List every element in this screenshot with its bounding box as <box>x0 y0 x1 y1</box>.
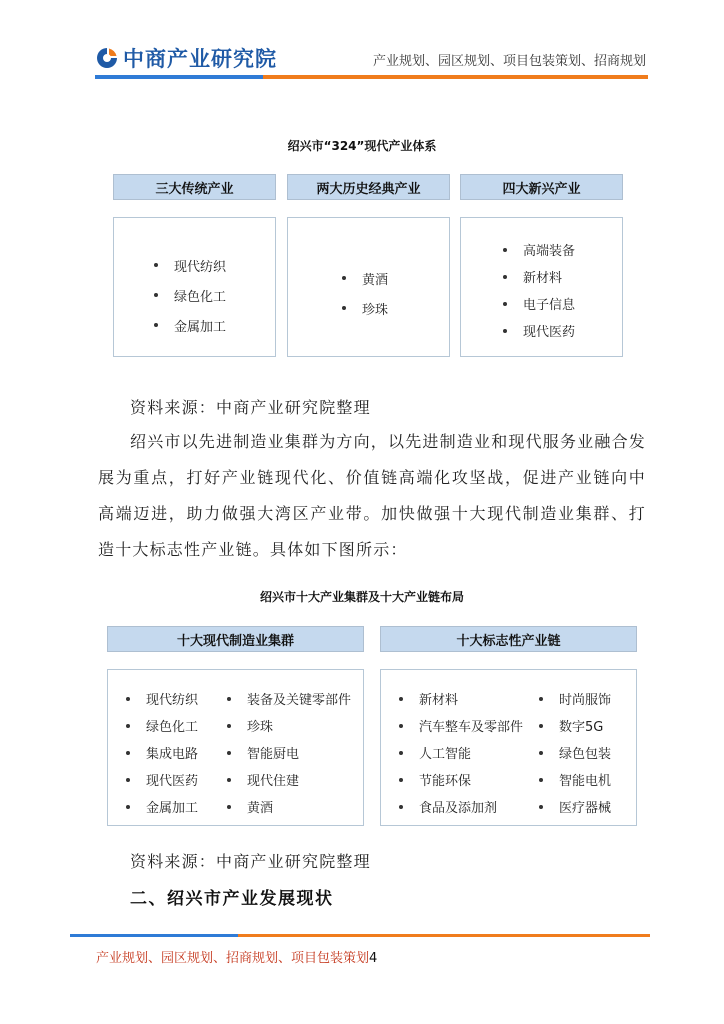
page-number: 4 <box>369 951 378 966</box>
bullet-icon <box>126 805 130 809</box>
list-item: 绿色包装 <box>539 739 611 766</box>
logo-text: 中商产业研究院 <box>123 47 277 71</box>
list-item: 现代纺织 <box>126 685 198 712</box>
list-item: 绿色化工 <box>154 280 226 310</box>
list-item: 金属加工 <box>154 310 226 340</box>
bullet-icon <box>399 778 403 782</box>
bullet-icon <box>539 805 543 809</box>
list-item: 现代纺织 <box>154 250 226 280</box>
bullet-icon <box>539 778 543 782</box>
bullet-icon <box>342 306 346 310</box>
bullet-icon <box>227 724 231 728</box>
list-item: 人工智能 <box>399 739 523 766</box>
list-item: 现代医药 <box>503 317 575 344</box>
list-item: 集成电路 <box>126 739 198 766</box>
figure2-box-chains <box>380 669 637 826</box>
list-item: 智能电机 <box>539 766 611 793</box>
figure2-header-chains: 十大标志性产业链 <box>380 626 637 652</box>
bullet-icon <box>503 329 507 333</box>
bullet-icon <box>227 751 231 755</box>
list-item: 新材料 <box>399 685 523 712</box>
bullet-icon <box>126 751 130 755</box>
figure1-list-historic <box>342 263 388 323</box>
logo-icon <box>95 46 119 70</box>
bullet-icon <box>503 275 507 279</box>
figure2-list-clusters-col2 <box>227 685 351 820</box>
bullet-icon <box>227 697 231 701</box>
section-title: 二、绍兴市产业发展现状 <box>130 889 334 909</box>
bullet-icon <box>126 724 130 728</box>
list-item: 新材料 <box>503 263 575 290</box>
figure2-box-clusters <box>107 669 364 826</box>
bullet-icon <box>539 751 543 755</box>
list-item: 时尚服饰 <box>539 685 611 712</box>
figure1-box-emerging <box>460 217 623 357</box>
list-item: 汽车整车及零部件 <box>399 712 523 739</box>
bullet-icon <box>227 805 231 809</box>
header-rule-orange <box>263 75 648 79</box>
body-paragraph <box>98 424 646 568</box>
figure1-list-traditional <box>154 250 226 340</box>
list-item: 智能厨电 <box>227 739 351 766</box>
figure2-source: 资料来源：中商产业研究院整理 <box>130 852 371 871</box>
figure1-list-emerging <box>503 236 575 344</box>
figure1-title: 绍兴市“324”现代产业体系 <box>287 139 437 153</box>
list-item: 珍珠 <box>342 293 388 323</box>
list-item: 医疗器械 <box>539 793 611 820</box>
figure1-header-historic: 两大历史经典产业 <box>287 174 450 200</box>
list-item: 黄酒 <box>342 263 388 293</box>
bullet-icon <box>227 778 231 782</box>
footer-text: 产业规划、园区规划、招商规划、项目包装策划 <box>96 951 370 966</box>
bullet-icon <box>342 276 346 280</box>
list-item: 绿色化工 <box>126 712 198 739</box>
figure1-box-historic <box>287 217 450 357</box>
bullet-icon <box>539 697 543 701</box>
figure2-list-clusters-col1 <box>126 685 198 820</box>
list-item: 节能环保 <box>399 766 523 793</box>
footer <box>96 947 377 966</box>
bullet-icon <box>154 263 158 267</box>
list-item: 现代住建 <box>227 766 351 793</box>
figure1-box-traditional <box>113 217 276 357</box>
list-item: 装备及关键零部件 <box>227 685 351 712</box>
header-tagline: 产业规划、园区规划、项目包装策划、招商规划 <box>372 54 646 69</box>
figure2-list-chains-col2 <box>539 685 611 820</box>
bullet-icon <box>399 805 403 809</box>
list-item: 金属加工 <box>126 793 198 820</box>
bullet-icon <box>503 302 507 306</box>
logo <box>95 44 277 72</box>
footer-rule-blue <box>70 934 238 937</box>
body-paragraph-text: 绍兴市以先进制造业集群为方向，以先进制造业和现代服务业融合发展为重点，打好产业链现代化、价值链高端化攻坚战，促进产业链向中高端迈进，助力做强大湾区产业带。加快做强十大现代制造业集群、打造十大标志性产业链。具体如下图所示： <box>98 432 647 559</box>
list-item: 电子信息 <box>503 290 575 317</box>
bullet-icon <box>126 778 130 782</box>
bullet-icon <box>154 323 158 327</box>
bullet-icon <box>399 724 403 728</box>
header-rule-blue <box>95 75 263 79</box>
figure2-list-chains-col1 <box>399 685 523 820</box>
bullet-icon <box>154 293 158 297</box>
list-item: 高端装备 <box>503 236 575 263</box>
figure1-source: 资料来源：中商产业研究院整理 <box>130 398 371 417</box>
bullet-icon <box>399 751 403 755</box>
bullet-icon <box>503 248 507 252</box>
bullet-icon <box>539 724 543 728</box>
figure1-header-emerging: 四大新兴产业 <box>460 174 623 200</box>
figure2-title: 绍兴市十大产业集群及十大产业链布局 <box>259 590 464 604</box>
list-item: 现代医药 <box>126 766 198 793</box>
bullet-icon <box>399 697 403 701</box>
list-item: 食品及添加剂 <box>399 793 523 820</box>
list-item: 黄酒 <box>227 793 351 820</box>
figure2-header-clusters: 十大现代制造业集群 <box>107 626 364 652</box>
figure1-header-traditional: 三大传统产业 <box>113 174 276 200</box>
list-item: 珍珠 <box>227 712 351 739</box>
list-item: 数字5G <box>539 712 611 739</box>
footer-rule-orange <box>238 934 650 937</box>
bullet-icon <box>126 697 130 701</box>
